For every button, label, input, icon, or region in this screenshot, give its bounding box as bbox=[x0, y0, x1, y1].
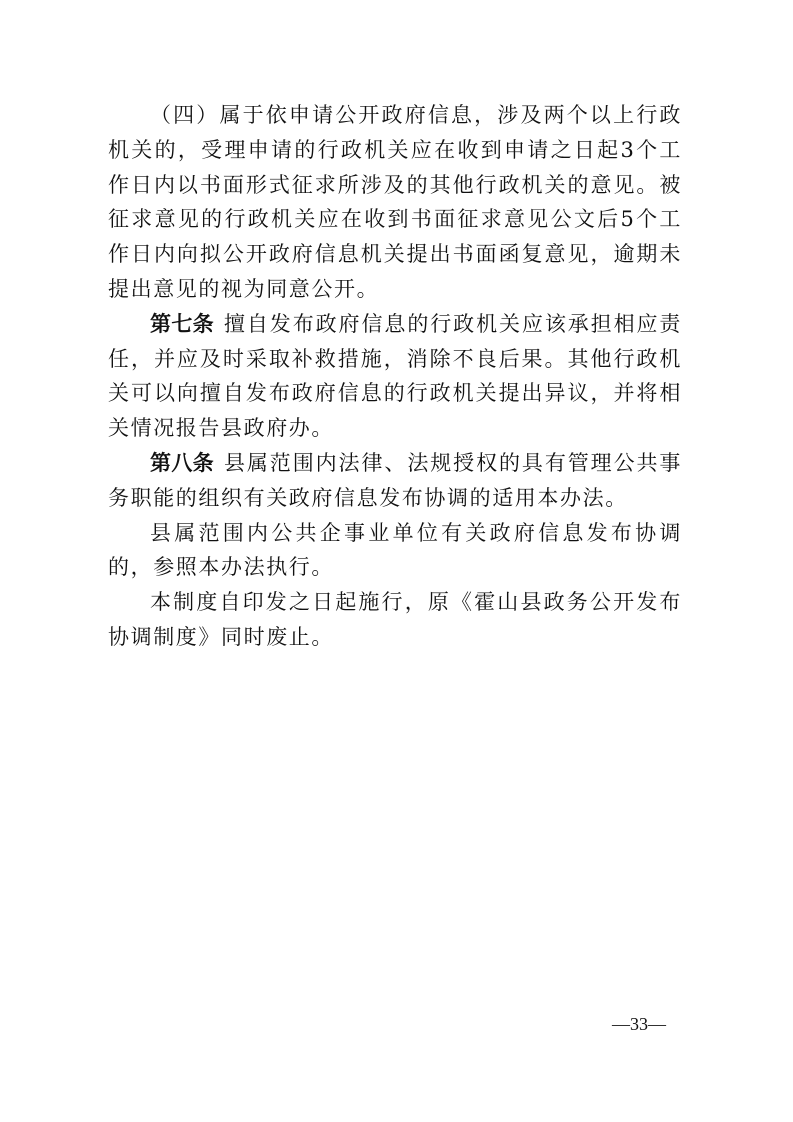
paragraph-item-4-clause bbox=[108, 98, 682, 307]
paragraph-effective-date bbox=[108, 585, 682, 655]
article-heading: 第七条 bbox=[150, 311, 214, 336]
paragraph-text: （四）属于依申请公开政府信息，涉及两个以上行政机关的，受理申请的行政机关应在收到申请之日起3个工作日内以书面形式征求所涉及的其他行政机关的意见。被征求意见的行政机关应在收到书面征求意见公文后5个工作日内向拟公开政府信息机关提出书面函复意见，逾期未提出意见的视为同意公开。 bbox=[108, 103, 682, 301]
paragraph-text: 县属范围内法律、法规授权的具有管理公共事务职能的组织有关政府信息发布协调的适用本办法。 bbox=[108, 450, 683, 510]
paragraph-text: 擅自发布政府信息的行政机关应该承担相应责任，并应及时采取补救措施，消除不良后果。其他行政机关可以向擅自发布政府信息的行政机关提出异议，并将相关情况报告县政府办。 bbox=[108, 311, 683, 441]
article-heading: 第八条 bbox=[150, 450, 214, 475]
paragraph-article-7 bbox=[108, 307, 682, 446]
paragraph-public-enterprises bbox=[108, 516, 682, 586]
paragraph-text: 本制度自印发之日起施行，原《霍山县政务公开发布协调制度》同时废止。 bbox=[108, 590, 682, 649]
page-number: —33— bbox=[612, 1014, 666, 1034]
paragraph-text: 县属范围内公共企事业单位有关政府信息发布协调的，参照本办法执行。 bbox=[108, 520, 682, 580]
paragraph-article-8 bbox=[108, 446, 682, 516]
document-body bbox=[108, 98, 682, 655]
